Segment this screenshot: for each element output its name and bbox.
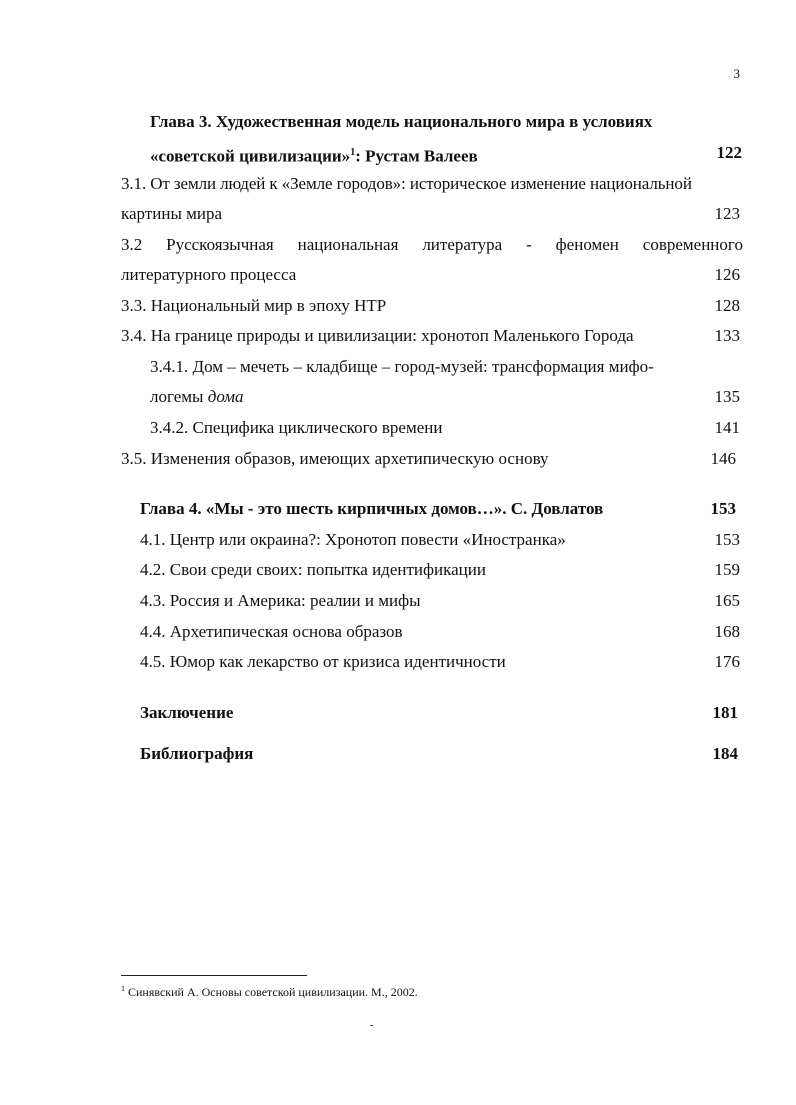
toc-4-2: 4.2. Свои среди своих: попытка идентификации xyxy=(140,560,486,579)
toc-3-2-word: феномен xyxy=(555,235,619,254)
toc-3-4-1-page: 135 xyxy=(714,387,740,406)
toc-4-4-page: 168 xyxy=(714,622,740,641)
footnote xyxy=(121,984,418,1000)
bibliography: Библиография xyxy=(140,744,254,763)
toc-4-3-page: 165 xyxy=(714,591,740,610)
chapter-4-title: Глава 4. «Мы - это шесть кирпичных домов…». С. Довлатов xyxy=(140,499,604,518)
toc-4-5: 4.5. Юмор как лекарство от кризиса идентичности xyxy=(140,652,506,671)
toc-3-2-page: 126 xyxy=(714,265,740,284)
stray-mark: - xyxy=(370,1020,374,1031)
toc-3-4-1-line2 xyxy=(150,387,244,407)
toc-4-1: 4.1. Центр или окраина?: Хронотоп повести «Иностранка» xyxy=(140,530,566,549)
toc-4-4: 4.4. Архетипическая основа образов xyxy=(140,622,403,641)
toc-3-4-1-line1: 3.4.1. Дом – мечеть – кладбище – город-музей: трансформация мифо- xyxy=(150,357,654,376)
toc-3-4-2: 3.4.2. Специфика циклического времени xyxy=(150,418,443,437)
toc-3-4-1-italic: дома xyxy=(207,387,244,406)
toc-4-2-page: 159 xyxy=(714,560,740,579)
toc-3-1-line1: 3.1. От земли людей к «Земле городов»: историческое изменение национальной xyxy=(121,174,692,193)
chapter-4-page: 153 xyxy=(710,499,736,518)
chapter-3-page: 122 xyxy=(716,143,742,162)
toc-3-2-word: литература xyxy=(422,235,503,254)
toc-3-2-line1 xyxy=(121,235,743,255)
toc-3-4-2-page: 141 xyxy=(714,418,740,437)
conclusion: Заключение xyxy=(140,703,234,722)
toc-3-2-word: современного xyxy=(642,235,743,254)
toc-3-2-line2: литературного процесса xyxy=(121,265,297,284)
toc-4-1-page: 153 xyxy=(714,530,740,549)
toc-3-4-1-prefix: логемы xyxy=(150,387,208,406)
toc-3-5-page: 146 xyxy=(710,449,736,468)
toc-3-2-word: 3.2 xyxy=(121,235,143,254)
toc-3-3-page: 128 xyxy=(714,296,740,315)
footnote-text: Синявский А. Основы советской цивилизации. М., 2002. xyxy=(125,985,418,999)
footnote-reference[interactable]: 1 xyxy=(350,147,356,158)
chapter-3-title-line1: Глава 3. Художественная модель национального мира в условиях xyxy=(150,112,653,131)
chapter-3-title-quote: «советской цивилизации» xyxy=(150,146,351,166)
footnote-rule xyxy=(121,975,307,976)
chapter-3-title-line2 xyxy=(150,143,478,167)
toc-3-2-word: Русскоязычная xyxy=(166,235,274,254)
toc-3-1-line2: картины мира xyxy=(121,204,223,223)
toc-4-3: 4.3. Россия и Америка: реалии и мифы xyxy=(140,591,421,610)
bibliography-page: 184 xyxy=(712,744,738,763)
toc-4-5-page: 176 xyxy=(714,652,740,671)
toc-3-1-page: 123 xyxy=(714,204,740,223)
toc-3-5: 3.5. Изменения образов, имеющих архетипическую основу xyxy=(121,449,549,468)
conclusion-page: 181 xyxy=(712,703,738,722)
toc-3-2-word: национальная xyxy=(297,235,399,254)
page-number: 3 xyxy=(733,66,740,81)
toc-3-2-word: - xyxy=(526,235,532,254)
toc-3-4-page: 133 xyxy=(714,326,740,345)
footnote-mark: 1 xyxy=(121,984,125,993)
toc-3-4: 3.4. На границе природы и цивилизации: хронотоп Маленького Города xyxy=(121,326,634,345)
toc-3-3: 3.3. Национальный мир в эпоху НТР xyxy=(121,296,387,315)
chapter-3-title-author: : Рустам Валеев xyxy=(355,146,478,166)
